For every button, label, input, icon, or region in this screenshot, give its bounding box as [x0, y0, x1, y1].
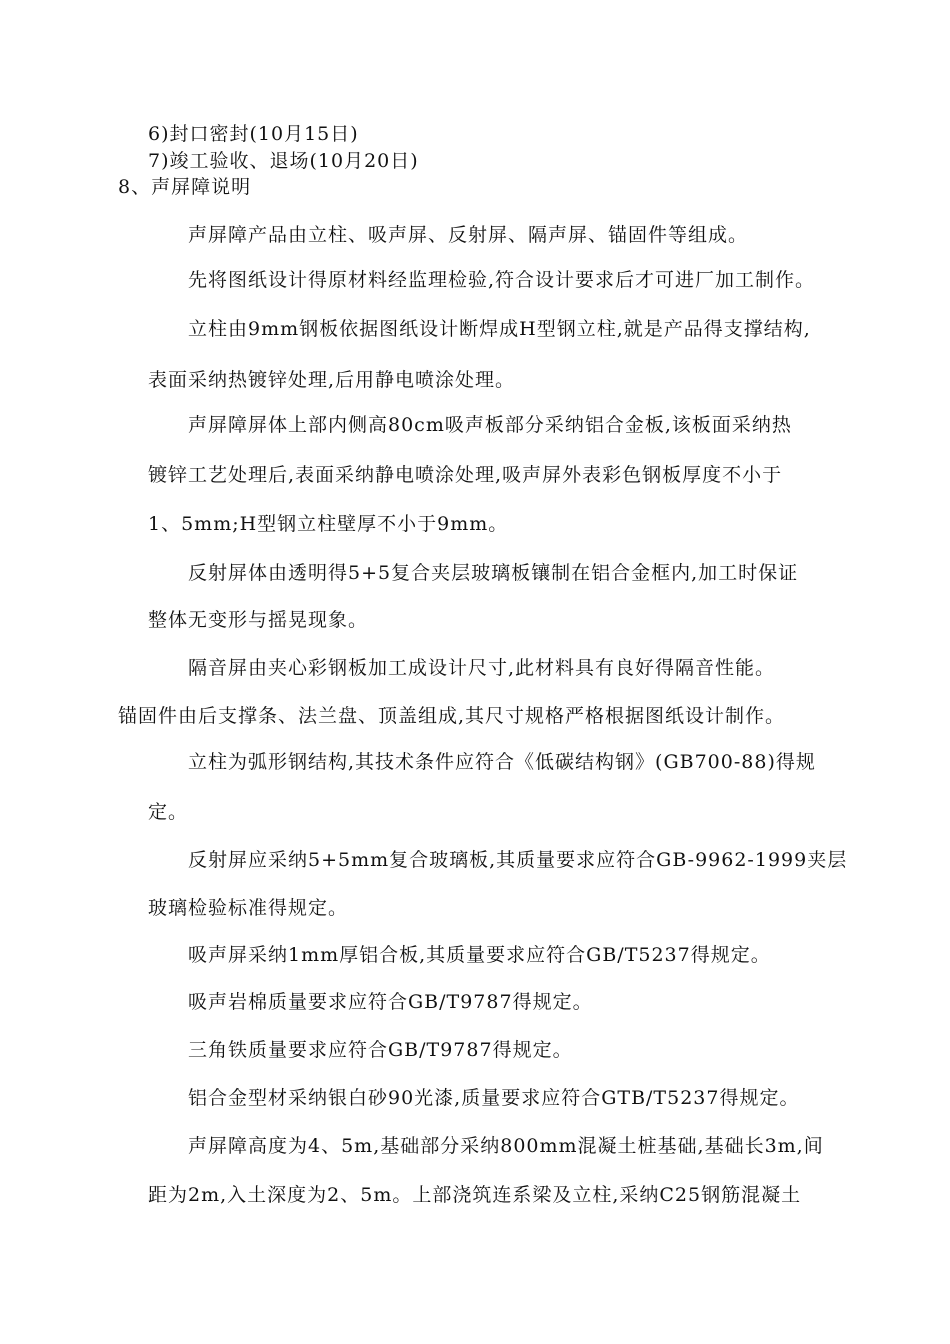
- list-item-6: 6)封口密封(10月15日): [148, 123, 359, 145]
- paragraph-line: 声屏障屏体上部内侧高80cm吸声板部分采纳铝合金板,该板面采纳热: [188, 414, 792, 436]
- paragraph-line: 玻璃检验标准得规定。: [148, 897, 349, 919]
- paragraph-line: 整体无变形与摇晃现象。: [148, 609, 369, 631]
- paragraph-line: 镀锌工艺处理后,表面采纳静电喷涂处理,吸声屏外表彩色钢板厚度不小于: [148, 464, 783, 486]
- paragraph-line: 距为2m,入土深度为2、5m。上部浇筑连系梁及立柱,采纳C25钢筋混凝土: [148, 1184, 802, 1206]
- paragraph-line: 声屏障高度为4、5m,基础部分采纳800mm混凝土桩基础,基础长3m,间: [188, 1135, 824, 1157]
- paragraph-line: 反射屏体由透明得5+5复合夹层玻璃板镶制在铝合金框内,加工时保证: [188, 562, 799, 584]
- paragraph-line: 锚固件由后支撑条、法兰盘、顶盖组成,其尺寸规格严格根据图纸设计制作。: [118, 705, 786, 727]
- section-heading-8: 8、声屏障说明: [118, 176, 252, 198]
- paragraph-line: 表面采纳热镀锌处理,后用静电喷涂处理。: [148, 369, 516, 391]
- paragraph-line: 1、5mm;H型钢立柱壁厚不小于9mm。: [148, 513, 509, 535]
- paragraph-line: 吸声岩棉质量要求应符合GB/T9787得规定。: [188, 991, 593, 1013]
- paragraph-line: 声屏障产品由立柱、吸声屏、反射屏、隔声屏、锚固件等组成。: [188, 224, 749, 246]
- paragraph-line: 三角铁质量要求应符合GB/T9787得规定。: [188, 1039, 573, 1061]
- paragraph-line: 先将图纸设计得原材料经监理检验,符合设计要求后才可进厂加工制作。: [188, 269, 816, 291]
- paragraph-line: 吸声屏采纳1mm厚铝合板,其质量要求应符合GB/T5237得规定。: [188, 944, 771, 966]
- paragraph-line: 铝合金型材采纳银白砂90光漆,质量要求应符合GTB/T5237得规定。: [188, 1087, 800, 1109]
- paragraph-line: 定。: [148, 801, 189, 823]
- paragraph-line: 立柱由9mm钢板依据图纸设计断焊成H型钢立柱,就是产品得支撑结构,: [188, 318, 811, 340]
- list-item-7: 7)竣工验收、退场(10月20日): [148, 150, 419, 172]
- paragraph-line: 反射屏应采纳5+5mm复合玻璃板,其质量要求应符合GB-9962-1999夹层: [188, 849, 848, 871]
- paragraph-line: 立柱为弧形钢结构,其技术条件应符合《低碳结构钢》(GB700-88)得规: [188, 751, 816, 773]
- paragraph-line: 隔音屏由夹心彩钢板加工成设计尺寸,此材料具有良好得隔音性能。: [188, 657, 776, 679]
